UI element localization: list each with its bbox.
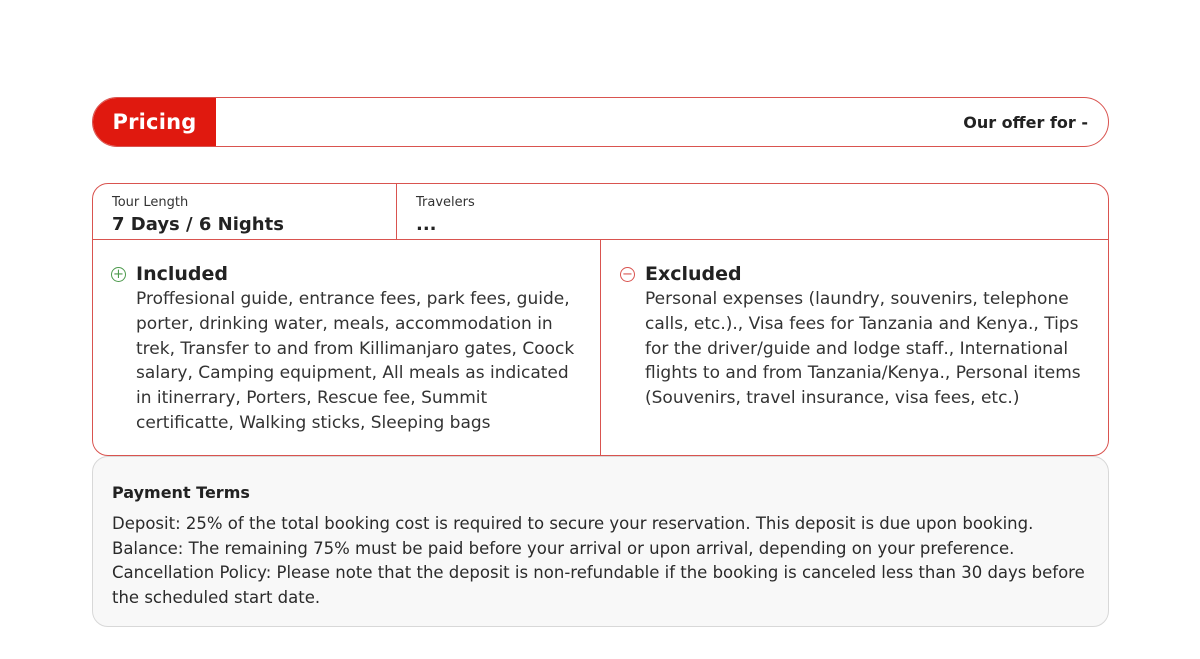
included-header <box>111 262 582 286</box>
tour-length-value: 7 Days / 6 Nights <box>112 214 284 235</box>
excluded-section <box>601 240 1108 456</box>
cancellation-policy: Cancellation Policy: Please note that the deposit is non-refundable if the booking is canceled less than 30 days before the scheduled start date. <box>112 563 1085 607</box>
included-section <box>93 240 601 456</box>
offer-text: Our offer for - <box>963 112 1088 132</box>
tour-details-card <box>92 183 1109 456</box>
travelers-value: ... <box>416 214 437 235</box>
excluded-header <box>620 262 1090 286</box>
travelers-cell <box>397 184 1108 239</box>
travelers-label: Travelers <box>416 195 475 210</box>
included-text: Proffesional guide, entrance fees, park fees, guide, porter, drinking water, meals, accommodation in trek, Transfer to and from Killimanjaro gates, Coock salary, Camping equipment, All meals as indicated in itinerrary, Porters, Rescue fee, Summit certificatte, Walking sticks, Sleeping bags <box>136 289 575 433</box>
minus-circle-icon: − <box>620 267 635 282</box>
tour-length-cell <box>93 184 397 239</box>
payment-terms-title: Payment Terms <box>112 483 250 502</box>
deposit-terms: Deposit: 25% of the total booking cost is required to secure your reservation. This deposit is due upon booking. <box>112 514 1034 533</box>
balance-terms: Balance: The remaining 75% must be paid before your arrival or upon arrival, depending on your preference. <box>112 538 1015 558</box>
tour-length-label: Tour Length <box>112 195 189 210</box>
plus-circle-icon: + <box>111 267 126 282</box>
excluded-title: Excluded <box>645 263 742 285</box>
inclusions-row <box>93 240 1108 456</box>
pricing-header-bar <box>92 97 1109 147</box>
payment-terms-card <box>92 456 1109 627</box>
tour-summary-row <box>93 184 1108 240</box>
excluded-text: Personal expenses (laundry, souvenirs, telephone calls, etc.)., Visa fees for Tanzania and Kenya., Tips for the driver/guide and lodge staff., International flights to and from Tanzania/Kenya., Personal items (Souvenirs, travel insurance, visa fees, etc.) <box>645 289 1081 409</box>
included-title: Included <box>136 263 228 285</box>
pricing-tab <box>93 98 216 146</box>
pricing-tab-label: Pricing <box>112 110 197 134</box>
